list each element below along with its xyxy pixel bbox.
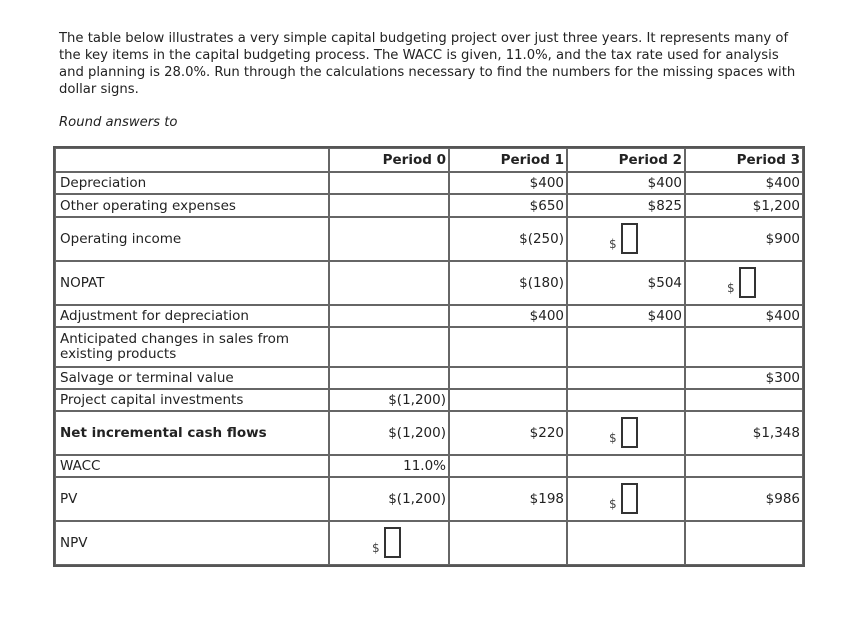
- cell-p3: $900: [685, 217, 803, 261]
- answer-operating-income-p2: [603, 219, 649, 255]
- row-other-operating-expenses: [55, 194, 803, 217]
- cell-p2: [567, 521, 685, 565]
- header-row: [55, 148, 803, 172]
- cell-p0: $(1,200): [329, 389, 449, 411]
- cell-p2-answer: [567, 411, 685, 455]
- cell-p1: [449, 367, 567, 389]
- row-capital-investments: [55, 389, 803, 411]
- header-blank: [55, 148, 329, 172]
- answer-pv-p2: [603, 479, 649, 515]
- row-adjustment-depreciation: [55, 305, 803, 327]
- cell-p3: $400: [685, 172, 803, 194]
- answer-npv-p0: [366, 523, 412, 559]
- row-nopat: [55, 261, 803, 305]
- cell-p2: [567, 327, 685, 367]
- row-label: WACC: [55, 455, 329, 477]
- cell-p2-answer: [567, 477, 685, 521]
- row-label: NOPAT: [55, 261, 329, 305]
- cell-p1: $400: [449, 172, 567, 194]
- cell-p2: $825: [567, 194, 685, 217]
- row-label: PV: [55, 477, 329, 521]
- cell-p1: $400: [449, 305, 567, 327]
- answer-input-box[interactable]: [384, 527, 401, 558]
- header-period-3: Period 3: [685, 148, 803, 172]
- dollar-sign: $: [727, 281, 735, 295]
- capital-budgeting-table: [53, 146, 805, 567]
- answer-input-box[interactable]: [739, 267, 756, 298]
- cell-p0-answer: [329, 521, 449, 565]
- row-label: Project capital investments: [55, 389, 329, 411]
- row-label: Depreciation: [55, 172, 329, 194]
- cell-p2: $504: [567, 261, 685, 305]
- row-label: Salvage or terminal value: [55, 367, 329, 389]
- cell-p1: $650: [449, 194, 567, 217]
- cell-p1: [449, 389, 567, 411]
- dollar-sign: $: [609, 237, 617, 251]
- dollar-sign: $: [609, 431, 617, 445]
- answer-input-box[interactable]: [621, 417, 638, 448]
- answer-nopat-p3: [721, 263, 767, 299]
- row-npv: [55, 521, 803, 565]
- cell-p0: [329, 261, 449, 305]
- cell-p3: [685, 455, 803, 477]
- cell-p0: [329, 305, 449, 327]
- cell-p0: [329, 172, 449, 194]
- cell-p2: $400: [567, 305, 685, 327]
- dollar-sign: $: [372, 541, 380, 555]
- row-net-incremental-cash-flows: [55, 411, 803, 455]
- row-label: Other operating expenses: [55, 194, 329, 217]
- cell-p3: [685, 521, 803, 565]
- cell-p0: [329, 194, 449, 217]
- row-anticipated-changes: [55, 327, 803, 367]
- dollar-sign: $: [609, 497, 617, 511]
- cell-p0: 11.0%: [329, 455, 449, 477]
- row-depreciation: [55, 172, 803, 194]
- cell-p3: $986: [685, 477, 803, 521]
- answer-net-cash-flow-p2: [603, 413, 649, 449]
- cell-p3: $400: [685, 305, 803, 327]
- cell-p3: $1,348: [685, 411, 803, 455]
- row-label: Operating income: [55, 217, 329, 261]
- cell-p2: [567, 389, 685, 411]
- cell-p0: [329, 217, 449, 261]
- cell-p1: $198: [449, 477, 567, 521]
- cell-p2: [567, 455, 685, 477]
- cell-p3: $300: [685, 367, 803, 389]
- cell-p3-answer: [685, 261, 803, 305]
- cell-p3: [685, 389, 803, 411]
- cell-p1: $(250): [449, 217, 567, 261]
- intro-paragraph: The table below illustrates a very simple capital budgeting project over just three years. It represents many of the key items in the capital budgeting process. The WACC is given, 11.0%, and the tax rate used for analysis and planning is 28.0%. Run through the calculations necessary to find the numbers for the missing spaces with dollar signs.: [59, 31, 796, 97]
- row-label: NPV: [55, 521, 329, 565]
- row-wacc: [55, 455, 803, 477]
- cell-p1: [449, 327, 567, 367]
- cell-p1: $(180): [449, 261, 567, 305]
- cell-p3: [685, 327, 803, 367]
- cell-p0: $(1,200): [329, 411, 449, 455]
- header-period-0: Period 0: [329, 148, 449, 172]
- cell-p2-answer: [567, 217, 685, 261]
- answer-input-box[interactable]: [621, 223, 638, 254]
- cell-p1: [449, 455, 567, 477]
- header-period-1: Period 1: [449, 148, 567, 172]
- row-salvage-value: [55, 367, 803, 389]
- answer-input-box[interactable]: [621, 483, 638, 514]
- cell-p2: $400: [567, 172, 685, 194]
- row-pv: [55, 477, 803, 521]
- row-label: Net incremental cash flows: [55, 411, 329, 455]
- cell-p0: $(1,200): [329, 477, 449, 521]
- row-label: Adjustment for depreciation: [55, 305, 329, 327]
- cell-p3: $1,200: [685, 194, 803, 217]
- cell-p1: [449, 521, 567, 565]
- row-label: Anticipated changes in sales from existing products: [55, 327, 329, 367]
- cell-p2: [567, 367, 685, 389]
- cell-p0: [329, 367, 449, 389]
- cell-p1: $220: [449, 411, 567, 455]
- row-operating-income: [55, 217, 803, 261]
- rounding-note: Round answers to: [59, 115, 178, 130]
- header-period-2: Period 2: [567, 148, 685, 172]
- cell-p0: [329, 327, 449, 367]
